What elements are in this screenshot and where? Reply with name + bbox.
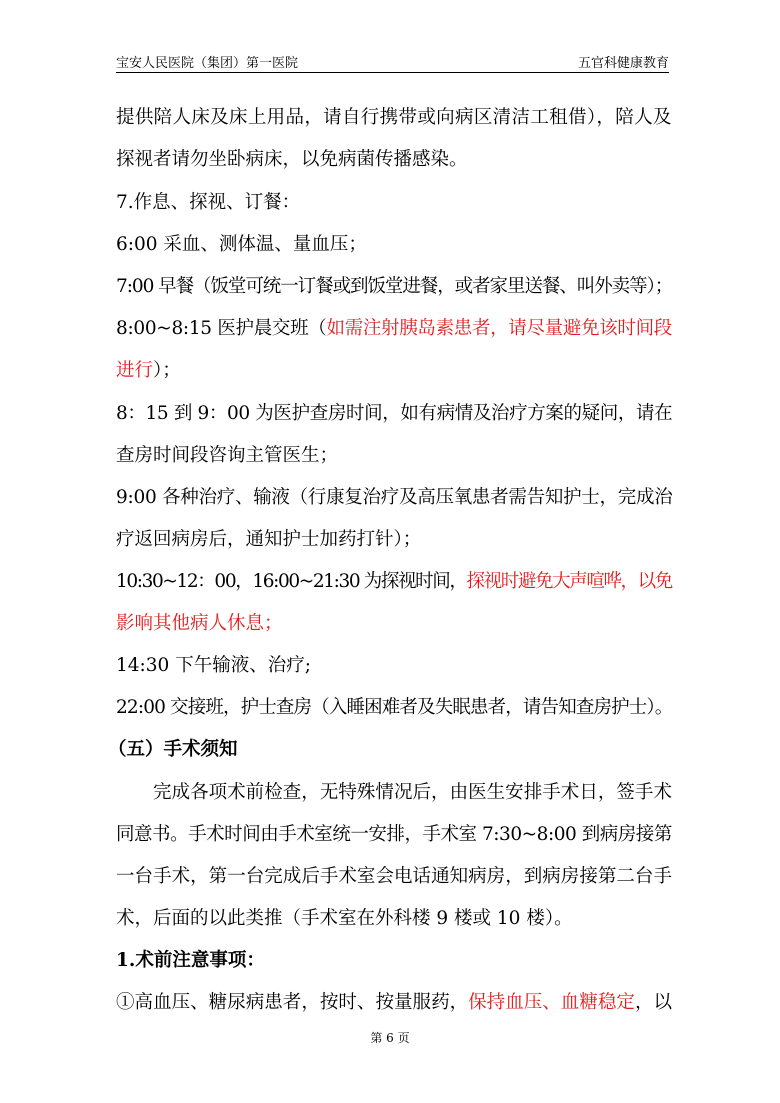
text-segment: 22:00 交接班，护士查房（入睡困难者及失眠患者，请告知查房护士）。 <box>116 697 673 718</box>
text-line <box>116 230 367 260</box>
highlighted-text: 保持血压、血糖稳定 <box>468 992 635 1013</box>
highlighted-text: 进行 <box>116 360 154 381</box>
text-segment: 7.作息、探视、订餐： <box>116 192 301 213</box>
highlighted-text: 如需注射胰岛素患者，请尽量避免该时间段 <box>326 318 672 339</box>
text-line <box>116 188 300 218</box>
text-segment: 1.术前注意事项： <box>116 950 265 971</box>
highlighted-text: 探视时避免大声喧哗，以免 <box>466 571 672 592</box>
text-line <box>116 441 338 471</box>
text-line <box>116 904 573 934</box>
text-line <box>116 145 468 175</box>
text-segment: 一台手术，第一台完成后手术室会电话通知病房，到病房接第二台手 <box>116 866 673 887</box>
page-number: 第 6 页 <box>370 1031 410 1045</box>
text-line <box>116 946 265 976</box>
highlighted-text: 影响其他病人休息； <box>116 613 283 634</box>
text-line <box>116 483 672 513</box>
text-segment: 7:00 早餐（饭堂可统一订餐或到饭堂进餐，或者家里送餐、叫外卖等）； <box>116 276 673 297</box>
header-hospital-name: 宝安人民医院（集团）第一医院 <box>116 56 299 71</box>
header-department: 五官科健康教育 <box>577 56 669 71</box>
text-segment: 6:00 采血、测体温、量血压； <box>116 234 367 255</box>
text-segment: ）； <box>153 360 181 381</box>
text-line <box>116 399 672 429</box>
text-segment: 疗返回病房后，通知护士加药打针）； <box>116 529 422 550</box>
text-line <box>116 103 672 133</box>
text-line <box>116 820 672 850</box>
text-segment: ，以 <box>634 992 673 1013</box>
page-header <box>116 50 669 73</box>
text-line <box>108 735 238 765</box>
text-segment: 8：15 到 9：00 为医护查房时间，如有病情及治疗方案的疑问，请在 <box>116 403 673 424</box>
text-segment: 10:30~12：00，16:00~21:30 为探视时间， <box>116 571 467 592</box>
text-segment: 9:00 各种治疗、输液（行康复治疗及高压氧患者需告知护士，完成治 <box>116 487 673 508</box>
text-segment: 同意书。手术时间由手术室统一安排，手术室 7:30~8:00 到病房接第 <box>116 824 672 845</box>
text-line <box>116 609 283 639</box>
text-line <box>116 356 181 386</box>
text-line <box>116 862 672 892</box>
text-line <box>116 272 672 302</box>
text-segment: 查房时间段咨询主管医生； <box>116 445 339 466</box>
text-segment: 术，后面的以此类推（手术室在外科楼 9 楼或 10 楼）。 <box>116 908 573 929</box>
text-segment: （五）手术须知 <box>108 739 238 760</box>
text-line <box>116 693 672 723</box>
text-line <box>116 651 311 681</box>
text-line <box>116 567 672 597</box>
text-segment: ①高血压、糖尿病患者，按时、按量服药， <box>116 992 469 1013</box>
text-segment: 14:30 下午输液、治疗; <box>116 655 311 676</box>
text-segment: 提供陪人床及床上用品，请自行携带或向病区清洁工租借），陪人及 <box>116 107 672 128</box>
text-segment: 探视者请勿坐卧病床，以免病菌传播感染。 <box>116 149 468 170</box>
text-line <box>153 778 672 808</box>
text-line <box>116 314 672 344</box>
text-segment: 8:00~8:15 医护晨交班（ <box>116 318 327 339</box>
text-line <box>116 525 421 555</box>
text-segment: 完成各项术前检查，无特殊情况后，由医生安排手术日，签手术 <box>153 782 673 803</box>
text-line <box>116 988 672 1018</box>
